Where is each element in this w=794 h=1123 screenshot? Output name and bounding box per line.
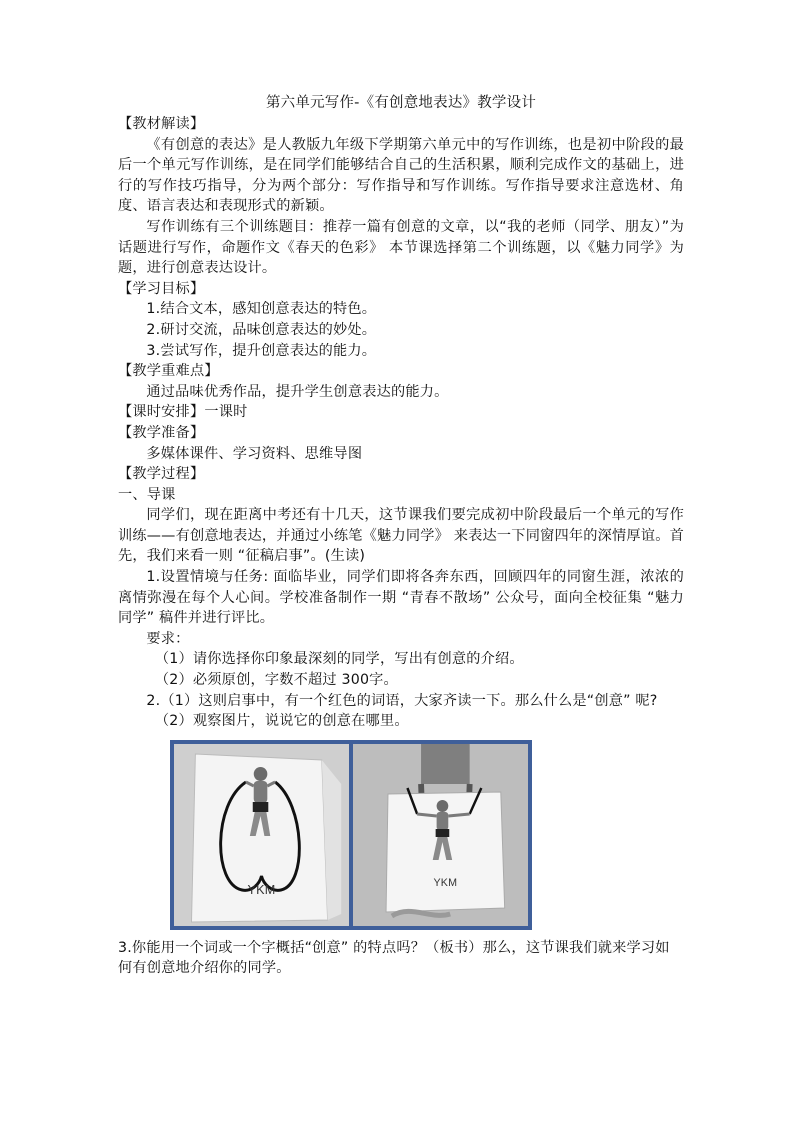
paragraph-question-3: 3.你能用一个词或一个字概括“创意” 的特点吗？（板书）那么，这节课我们就来学习如何有创意地介绍你的同学。 — [118, 939, 670, 977]
bag-left-illustration — [174, 744, 349, 926]
document-title: 第六单元写作-《有创意地表达》教学设计 — [265, 95, 537, 111]
list-item-mubiao-1: 1.结合文本，感知创意表达的特色。 — [146, 301, 377, 318]
paragraph-question-2-1: 2.（1）这则启事中，有一个红色的词语，大家齐读一下。那么什么是“创意” 呢? — [146, 692, 658, 709]
heading-zhunbei: 【教学准备】 — [118, 424, 205, 441]
paragraph-yaoqiu: 要求： — [146, 630, 190, 647]
heading-mubiao: 【学习目标】 — [118, 280, 205, 297]
document-page — [118, 92, 684, 979]
bag-right-illustration — [353, 744, 528, 926]
paragraph-daoke-2: 1.设置情境与任务: 面临毕业，同学们即将各奔东西，回顾四年的同窗生涯，浓浓的离情弥漫在每个人心间。学校准备制作一期 “青春不散场” 公众号，面向全校征集 “魅力同学” 稿件并进行评比。 — [118, 569, 684, 627]
bag-right-logo: YKM — [433, 876, 458, 889]
list-item-yaoqiu-2: （2）必须原创，字数不超过 300字。 — [154, 672, 398, 689]
paragraph-jiaocai-1: 《有创意的表达》是人教版九年级下学期第六单元中的写作训练，也是初中阶段的最后一个单元写作训练，是在同学们能够结合自己的生活积累，顺利完成作文的基础上，进行的写作技巧指导，分为两个部分：写作指导和写作训练。写作指导要求注意选材、角度、语言表达和表现形式的新颖。 — [118, 136, 684, 215]
image-bag-left — [174, 744, 349, 926]
heading-keshi: 【课时安排】一课时 — [118, 404, 248, 421]
paragraph-zhongnan: 通过品味优秀作品，提升学生创意表达的能力。 — [146, 383, 449, 400]
paragraph-daoke-1: 同学们，现在距离中考还有十几天，这节课我们要完成初中阶段最后一个单元的写作训练——有创意地表达，并通过小练笔《魅力同学》 来表达一下同窗四年的深情厚谊。首先，我们来看一则 “征稿启事”。(生读) — [118, 507, 684, 565]
list-item-mubiao-2: 2.研讨交流，品味创意表达的妙处。 — [146, 321, 377, 338]
paragraph-question-2-2: （2）观察图片，说说它的创意在哪里。 — [154, 713, 409, 730]
heading-guocheng: 【教学过程】 — [118, 466, 205, 483]
paragraph-jiaocai-2: 写作训练有三个训练题目：推荐一篇有创意的文章，以“我的老师（同学、朋友）”为话题进行写作，命题作文《春天的色彩》 本节课选择第二个训练题，以《魅力同学》为题，进行创意表达设计。 — [118, 218, 684, 277]
list-item-yaoqiu-1: （1）请你选择你印象最深刻的同学，写出有创意的介绍。 — [154, 651, 524, 668]
heading-zhongnan: 【教学重难点】 — [118, 363, 219, 380]
list-item-mubiao-3: 3.尝试写作，提升创意表达的能力。 — [146, 342, 377, 359]
paragraph-zhunbei: 多媒体课件、学习资料、思维导图 — [146, 445, 363, 462]
image-bag-right — [353, 744, 528, 926]
figure-bag-images — [170, 740, 532, 930]
heading-jiaocai: 【教材解读】 — [118, 116, 205, 132]
heading-daoke: 一、导课 — [118, 486, 176, 503]
bag-left-logo: YKM — [247, 881, 276, 897]
